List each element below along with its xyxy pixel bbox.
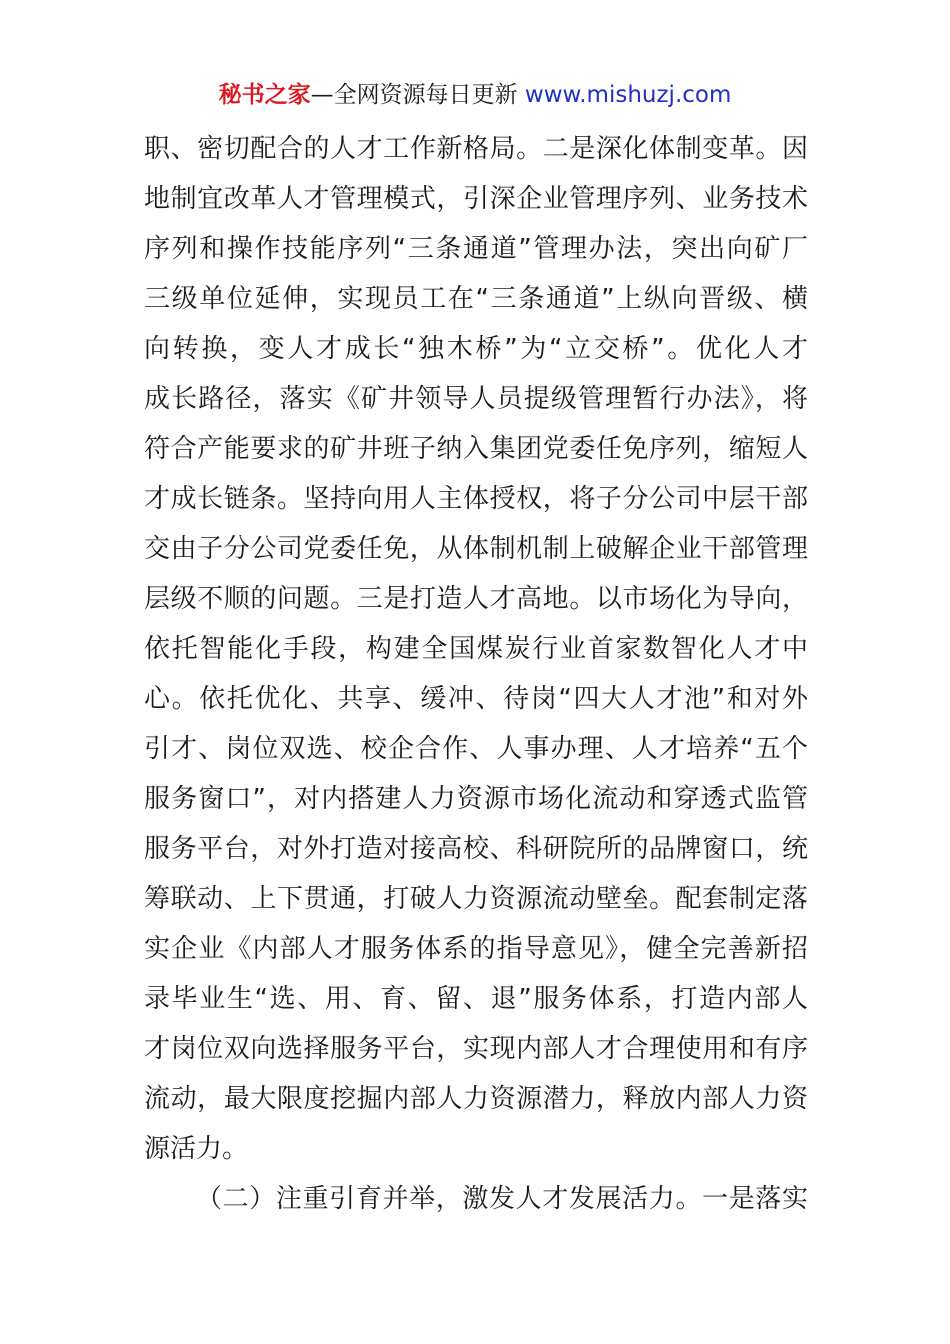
text-line: 服务平台，对外打造对接高校、科研院所的品牌窗口，统 — [144, 834, 808, 864]
site-header — [0, 80, 950, 110]
text-line: 职、密切配合的人才工作新格局。二是深化体制变革。因 — [144, 134, 808, 164]
text-line: 心。依托优化、共享、缓冲、待岗“四大人才池”和对外 — [144, 684, 808, 714]
document-body — [144, 124, 808, 1224]
text-line: 实企业《内部人才服务体系的指导意见》，健全完善新招 — [144, 934, 808, 964]
site-tagline: —全网资源每日更新 — [310, 82, 518, 108]
text-line: 筹联动、上下贯通，打破人力资源流动壁垒。配套制定落 — [144, 884, 808, 914]
text-line: 三级单位延伸，实现员工在“三条通道”上纵向晋级、横 — [144, 284, 808, 314]
text-line: 符合产能要求的矿井班子纳入集团党委任免序列，缩短人 — [144, 434, 808, 464]
text-line: 向转换，变人才成长“独木桥”为“立交桥”。优化人才 — [144, 334, 808, 364]
text-line: 地制宜改革人才管理模式，引深企业管理序列、业务技术 — [144, 184, 808, 214]
text-line: 交由子分公司党委任免，从体制机制上破解企业干部管理 — [144, 534, 808, 564]
text-line: 才成长链条。坚持向用人主体授权，将子分公司中层干部 — [144, 484, 808, 514]
text-line: 成长路径，落实《矿井领导人员提级管理暂行办法》，将 — [144, 384, 808, 414]
text-line: 依托智能化手段，构建全国煤炭行业首家数智化人才中 — [144, 634, 808, 664]
site-url-link[interactable]: www.mishuzj.com — [524, 82, 732, 108]
text-line: 引才、岗位双选、校企合作、人事办理、人才培养“五个 — [144, 734, 808, 764]
text-line: 服务窗口”，对内搭建人力资源市场化流动和穿透式监管 — [144, 784, 808, 814]
text-line-paragraph-end: 源活力。 — [144, 1134, 249, 1164]
text-line: 流动，最大限度挖掘内部人力资源潜力，释放内部人力资 — [144, 1084, 808, 1114]
text-line: 序列和操作技能序列“三条通道”管理办法，突出向矿厂 — [144, 234, 808, 264]
text-line: 录毕业生“选、用、育、留、退”服务体系，打造内部人 — [144, 984, 808, 1014]
site-brand: 秘书之家 — [218, 82, 311, 108]
section-heading-line: （二）注重引育并举，激发人才发展活力。一是落实 — [196, 1184, 808, 1214]
text-line: 层级不顺的问题。三是打造人才高地。以市场化为导向， — [144, 584, 808, 614]
text-line: 才岗位双向选择服务平台，实现内部人才合理使用和有序 — [144, 1034, 808, 1064]
